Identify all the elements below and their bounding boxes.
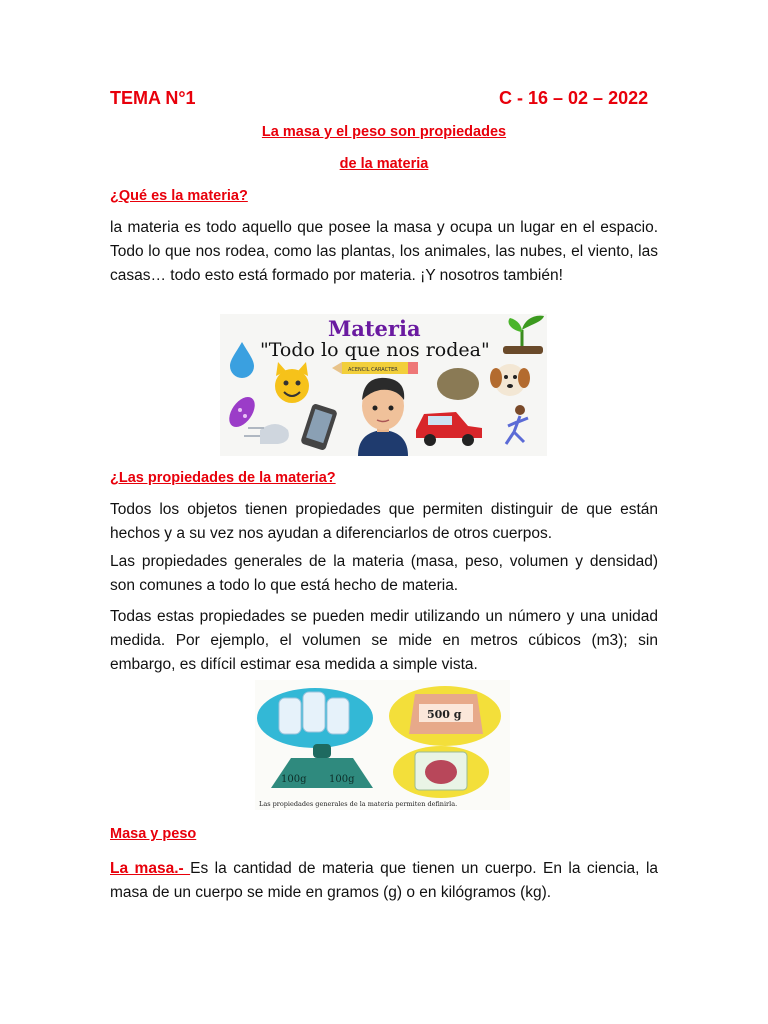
la-masa-definition: Es la cantidad de materia que tienen un cuerpo. En la ciencia, la masa de un cuerpo se mide en gramos (g) o en kilógramos (kg). (110, 860, 659, 901)
rock-icon (437, 368, 479, 400)
illustration-subtitle: "Todo lo que nos rodea" (260, 339, 490, 361)
weight-right-label: 100g (329, 774, 355, 785)
paragraph-propiedades-1: Todos los objetos tienen propiedades que permiten distinguir de que están hechos y a su vez nos ayudan a diferenciarlos de otros cuerpos. (110, 501, 658, 542)
pencil-label: ACENCIL CARACTER (348, 367, 398, 373)
propiedades-illustration (255, 680, 510, 810)
title-line-1: La masa y el peso son propiedades (261, 124, 507, 140)
runner-icon (506, 405, 528, 444)
paragraph-materia-definition: la materia es todo aquello que posee la masa y ocupa un lugar en el espacio. Todo lo que nos rodea, como las plantas, los animales, las nubes, el viento, las casas… todo esto está formado por materia. ¡Y nosotros también! (110, 219, 658, 284)
illustration-title: Materia (328, 316, 421, 341)
bacteria-icon (224, 392, 260, 431)
glass-with-fruit-icon (393, 746, 489, 798)
phone-icon (300, 403, 338, 451)
materia-illustration (220, 314, 547, 456)
flour-bag-500g-icon (389, 686, 501, 746)
term-la-masa: La masa.- (110, 860, 191, 877)
weights-100g-icon (271, 744, 373, 788)
pencil-icon (332, 362, 418, 374)
water-drop-icon (230, 342, 254, 378)
illustration-caption: Las propiedades generales de la materia permiten definirla. (259, 800, 458, 808)
sprout-icon (503, 316, 544, 354)
cat-emoji-icon (275, 362, 309, 403)
bag-label: 500 g (427, 708, 462, 721)
wind-icon (244, 424, 289, 444)
car-icon (416, 412, 482, 446)
paragraph-propiedades-3: Todas estas propiedades se pueden medir utilizando un número y una unidad medida. Por ejemplo, el volumen se mide en metros cúbicos (m3); sin embargo, es difícil estimar esa medida a simple vista. (110, 608, 658, 673)
date-code: C - 16 – 02 – 2022 (499, 88, 649, 108)
weight-left-label: 100g (281, 774, 307, 785)
dog-emoji-icon (490, 364, 530, 396)
water-bottles-icon (257, 688, 373, 748)
heading-que-es-materia: ¿Qué es la materia? (110, 188, 248, 204)
heading-masa-peso: Masa y peso (110, 826, 197, 842)
paragraph-la-masa (110, 857, 658, 905)
title-line-2: de la materia (339, 156, 429, 172)
boy-avatar-icon (358, 378, 408, 456)
topic-number: TEMA N°1 (110, 88, 196, 108)
paragraph-propiedades-2: Las propiedades generales de la materia (masa, peso, volumen y densidad) son comunes a todo lo que está hecho de materia. (110, 553, 658, 594)
heading-propiedades: ¿Las propiedades de la materia? (110, 470, 336, 486)
